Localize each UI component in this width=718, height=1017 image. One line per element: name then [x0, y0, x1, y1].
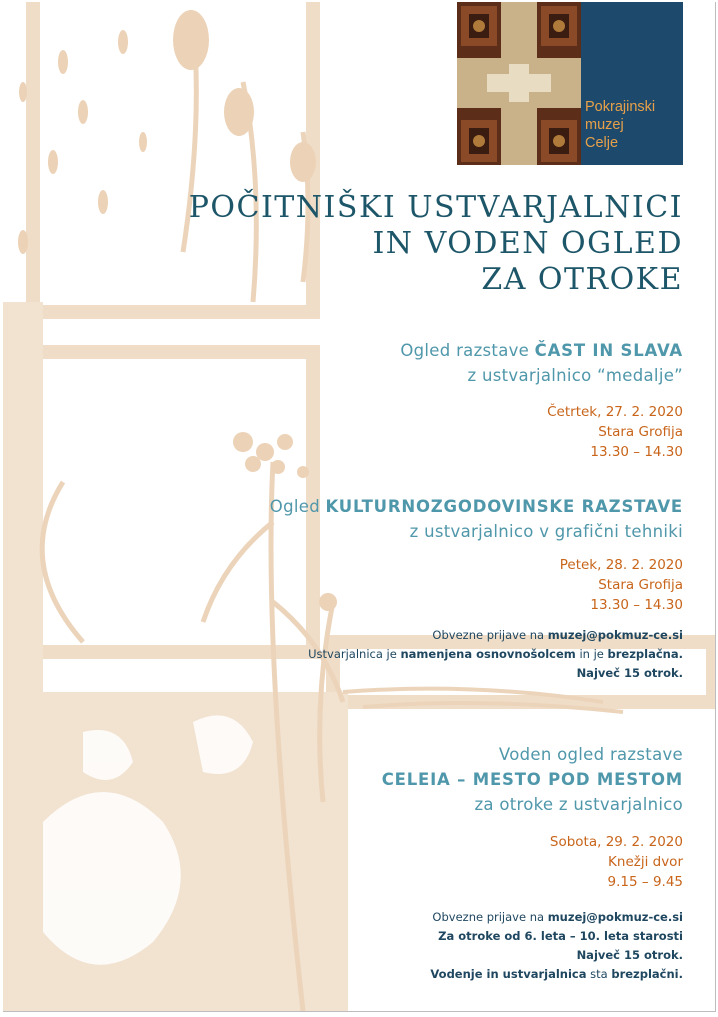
notes2-l4c: brezplačni.: [611, 967, 683, 981]
event2-heading: [270, 494, 683, 544]
title-line: ZA OTROKE: [481, 262, 683, 297]
registration-email[interactable]: muzej@pokmuz-ce.si: [547, 910, 683, 924]
event3-time: 9.15 – 9.45: [607, 874, 683, 890]
notes2-line1-pre: Obvezne prijave na: [432, 910, 548, 924]
notes1-l2d: brezplačna.: [607, 647, 683, 661]
notes1-l2a: Ustvarjalnica je: [308, 647, 401, 661]
event2-head-pre: Ogled: [269, 497, 326, 516]
notes1-max-children: Največ 15 otrok.: [576, 666, 683, 680]
event1-place: Stara Grofija: [598, 424, 683, 440]
event3-head1: Voden ogled razstave: [498, 745, 683, 764]
event3-heading: [382, 742, 683, 817]
event2-notes: [308, 626, 683, 683]
event1-date: Četrtek, 27. 2. 2020: [547, 404, 683, 420]
event1-subtitle: z ustvarjalnico “medalje”: [467, 366, 683, 385]
event3-details: [550, 832, 683, 892]
event3-head2: CELEIA – MESTO POD MESTOM: [381, 770, 683, 789]
event2-date: Petek, 28. 2. 2020: [559, 557, 683, 573]
title-line: IN VODEN OGLED: [372, 226, 683, 261]
museum-logo: [457, 2, 683, 165]
logo-text: [585, 98, 655, 152]
logo-line: Celje: [585, 135, 619, 151]
poster-title: [189, 190, 683, 298]
event1-head-pre: Ogled razstave: [400, 341, 535, 360]
event3-notes: [430, 908, 683, 984]
event2-time: 13.30 – 14.30: [590, 597, 683, 613]
event3-date: Sobota, 29. 2. 2020: [549, 834, 683, 850]
event3-place: Knežji dvor: [608, 854, 683, 870]
notes1-line1-pre: Obvezne prijave na: [432, 628, 548, 642]
notes1-l2c: in je: [575, 647, 608, 661]
event2-subtitle: z ustvarjalnico v grafični tehniki: [409, 522, 683, 541]
event2-place: Stara Grofija: [598, 577, 683, 593]
ceiling-fresco-image: [457, 2, 581, 165]
notes2-l4a: Vodenje in ustvarjalnica: [430, 967, 587, 981]
title-line: POČITNIŠKI USTVARJALNICI: [188, 190, 683, 225]
event1-time: 13.30 – 14.30: [590, 444, 683, 460]
logo-line: muzej: [585, 117, 624, 133]
notes2-age-range: Za otroke od 6. leta – 10. leta starosti: [438, 929, 683, 943]
event2-details: [560, 555, 683, 615]
registration-email[interactable]: muzej@pokmuz-ce.si: [547, 628, 683, 642]
event1-heading: [400, 338, 683, 388]
event3-subtitle: za otroke z ustvarjalnico: [474, 795, 683, 814]
event2-head-bold: KULTURNOZGODOVINSKE RAZSTAVE: [325, 497, 683, 516]
event1-head-bold: ČAST IN SLAVA: [534, 341, 683, 360]
notes2-max-children: Največ 15 otrok.: [576, 948, 683, 962]
notes1-l2b: namenjena osnovnošolcem: [400, 647, 576, 661]
event1-details: [547, 402, 683, 462]
poster: [3, 2, 716, 1012]
logo-line: Pokrajinski: [585, 99, 656, 115]
notes2-l4b: sta: [586, 967, 612, 981]
